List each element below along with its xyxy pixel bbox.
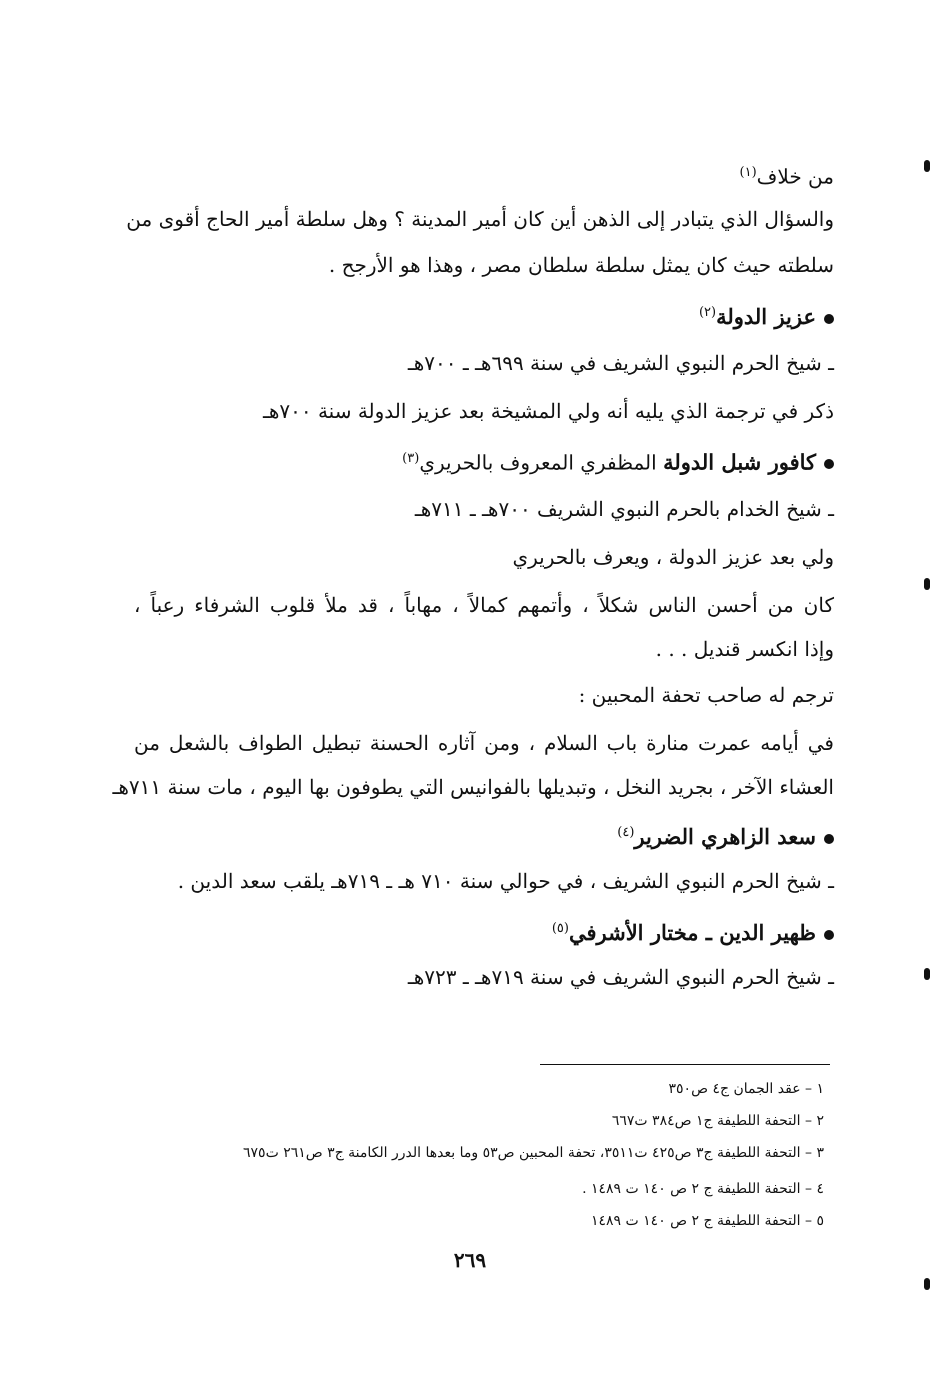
paragraph-line: ولي بعد عزيز الدولة ، ويعرف بالحريري <box>512 545 834 569</box>
text-fragment: من خلاف <box>756 164 834 189</box>
section-heading <box>134 298 834 332</box>
paragraph-line: ـ شيخ الخدام بالحرم النبوي الشريف ٧٠٠هـ ـ ٧١١هـ <box>414 497 834 521</box>
section-heading <box>134 818 834 852</box>
heading-text: كافور شبل الدولة <box>663 449 816 475</box>
paragraph-line: ـ شيخ الحرم النبوي الشريف ، في حوالي سنة ٧١٠ هـ ـ ٧١٩هـ يلقب سعد الدين . <box>177 869 834 893</box>
footnote-ref: (١) <box>739 165 757 180</box>
footnote-ref: (٥) <box>551 921 569 936</box>
text-line <box>134 158 834 192</box>
footnote: ٢ – التحفة اللطيفة ج١ ص٣٨٤ ت٦٦٧ <box>611 1113 824 1129</box>
bullet-icon <box>824 314 834 324</box>
heading-text: ظهير الدين ـ مختار الأشرفي <box>568 920 816 945</box>
heading-text-rest: المظفري المعروف بالحريري <box>419 450 657 475</box>
footnote: ٤ – التحفة اللطيفة ج ٢ ص ١٤٠ ت ١٤٨٩ . <box>582 1181 824 1197</box>
paragraph-line: ترجم له صاحب تحفة المحبين : <box>578 683 834 707</box>
paragraph-line: في أيامه عمرت منارة باب السلام ، ومن آثاره الحسنة تبطيل الطواف بالشعل من <box>134 731 834 755</box>
heading-text: عزيز الدولة <box>716 304 816 329</box>
paragraph-line: كان من أحسن الناس شكلاً ، وأتمهم كمالاً ، مهاباً ، قد ملأ قلوب الشرفاء رعباً ، <box>134 593 834 617</box>
bullet-icon <box>824 459 834 469</box>
bullet-icon <box>824 930 834 940</box>
page-number: ٢٦٩ <box>453 1248 487 1272</box>
paragraph-line: وإذا انكسر قنديل . . . <box>655 637 834 661</box>
section-heading <box>134 914 834 948</box>
footnote-ref: (٤) <box>617 825 635 840</box>
paragraph-line: ـ شيخ الحرم النبوي الشريف في سنة ٧١٩هـ ـ ٧٢٣هـ <box>407 965 834 989</box>
binding-mark <box>924 160 930 172</box>
paragraph-line: العشاء الآخر ، بجريد النخل ، وتبديلها بالفوانيس التي يطوفون بها اليوم ، مات سنة ٧١١هـ <box>112 775 834 799</box>
footnote-divider <box>540 1064 830 1065</box>
binding-mark <box>924 1278 930 1290</box>
binding-mark <box>924 968 930 980</box>
footnote: ١ – عقد الجمان ج٤ ص٣٥٠ <box>668 1081 824 1097</box>
paragraph-line: والسؤال الذي يتبادر إلى الذهن أين كان أمير المدينة ؟ وهل سلطة أمير الحاج أقوى من <box>126 207 834 231</box>
section-heading <box>134 444 834 478</box>
paragraph-line: ـ شيخ الحرم النبوي الشريف في سنة ٦٩٩هـ ـ ٧٠٠هـ <box>407 351 834 375</box>
footnote: ٣ – التحفة اللطيفة ج٣ ص٤٢٥ ت٣٥١١، تحفة المحبين ص٥٣ وما بعدها الدرر الكامنة ج٣ ص٢٦١ ت٦٧٥ <box>243 1145 824 1161</box>
footnote-ref: (٣) <box>402 451 420 466</box>
bullet-icon <box>824 834 834 844</box>
footnote: ٥ – التحفة اللطيفة ج ٢ ص ١٤٠ ت ١٤٨٩ <box>590 1213 824 1229</box>
binding-mark <box>924 578 930 590</box>
footnote-ref: (٢) <box>698 305 717 320</box>
paragraph-line: ذكر في ترجمة الذي يليه أنه ولي المشيخة بعد عزيز الدولة سنة ٧٠٠هـ <box>262 399 834 423</box>
paragraph-line: سلطته حيث كان يمثل سلطة سلطان مصر ، وهذا هو الأرجح . <box>328 253 834 277</box>
heading-text: سعد الزاهري الضرير <box>634 824 816 849</box>
